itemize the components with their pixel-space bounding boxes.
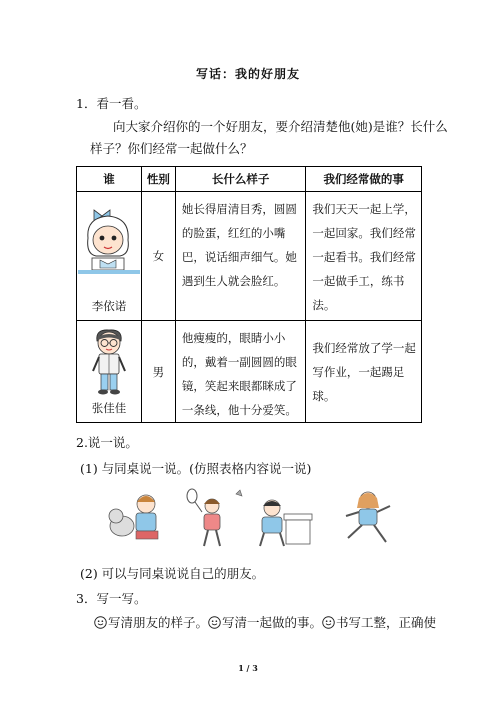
header-looks: 长什么样子: [175, 167, 306, 192]
section1-paragraph-line1: 向大家介绍你的一个好朋友，要介绍清楚他(她)是谁？长什么: [113, 119, 448, 134]
table-row: [77, 321, 422, 423]
smiley-icon: [322, 616, 335, 629]
header-who: 谁: [77, 167, 142, 192]
friend-info-table: [76, 166, 422, 423]
criteria-item-1: 写清朋友的样子。: [108, 615, 209, 630]
boy-with-dog-illustration: [109, 495, 158, 539]
deeds-cell: 我们经常放了学一起写作业，一起踢足球。: [306, 321, 422, 423]
gender-cell: 女: [141, 192, 175, 321]
section3-heading: 3．写一写。: [76, 591, 147, 606]
who-cell: [77, 192, 142, 321]
writing-criteria: [94, 613, 436, 631]
who-cell: [77, 321, 142, 423]
boy-illustration: [89, 327, 129, 397]
section2-item1: (1) 与同桌说一说。(仿照表格内容说一说): [80, 461, 312, 476]
smiley-icon: [94, 616, 107, 629]
girl-jumping-illustration: [346, 492, 390, 542]
smiley-icon: [208, 616, 221, 629]
criteria-item-3: 书写工整，正确使: [336, 615, 437, 630]
looks-cell: 他瘦瘦的，眼睛小小的，戴着一副圆圆的眼镜，笑起来眼都眯成了一条线，他十分爱笑。: [175, 321, 306, 423]
boy-at-desk-illustration: [260, 500, 312, 546]
header-deeds: 我们经常做的事: [306, 167, 422, 192]
section1-heading: 1．看一看。: [76, 96, 147, 111]
friend-name-girl: 李依诺: [91, 299, 127, 313]
page-title: 写话：我的好朋友: [195, 67, 300, 81]
criteria-item-2: 写清一起做的事。: [222, 615, 323, 630]
section1-paragraph-line2: 样子？你们经常一起做什么？: [90, 141, 253, 156]
girl-illustration: [78, 198, 140, 284]
header-gender: 性别: [141, 167, 175, 192]
girl-badminton-illustration: [187, 489, 242, 546]
section2-item2: (2) 可以与同桌说说自己的朋友。: [80, 566, 265, 581]
table-header-row: [77, 167, 422, 192]
gender-cell: 男: [141, 321, 175, 423]
deeds-cell: 我们天天一起上学，一起回家。我们经常一起看书。我们经常一起做手工，练书法。: [306, 192, 422, 321]
friend-name-boy: 张佳佳: [91, 401, 127, 415]
page-number: 1 / 3: [238, 663, 258, 673]
looks-cell: 她长得眉清目秀，圆圆的脸蛋，红红的小嘴巴，说话细声细气。她遇到生人就会脸红。: [175, 192, 306, 321]
children-illustrations: [100, 486, 400, 550]
section2-heading: 2.说一说。: [76, 435, 138, 450]
table-row: [77, 192, 422, 321]
